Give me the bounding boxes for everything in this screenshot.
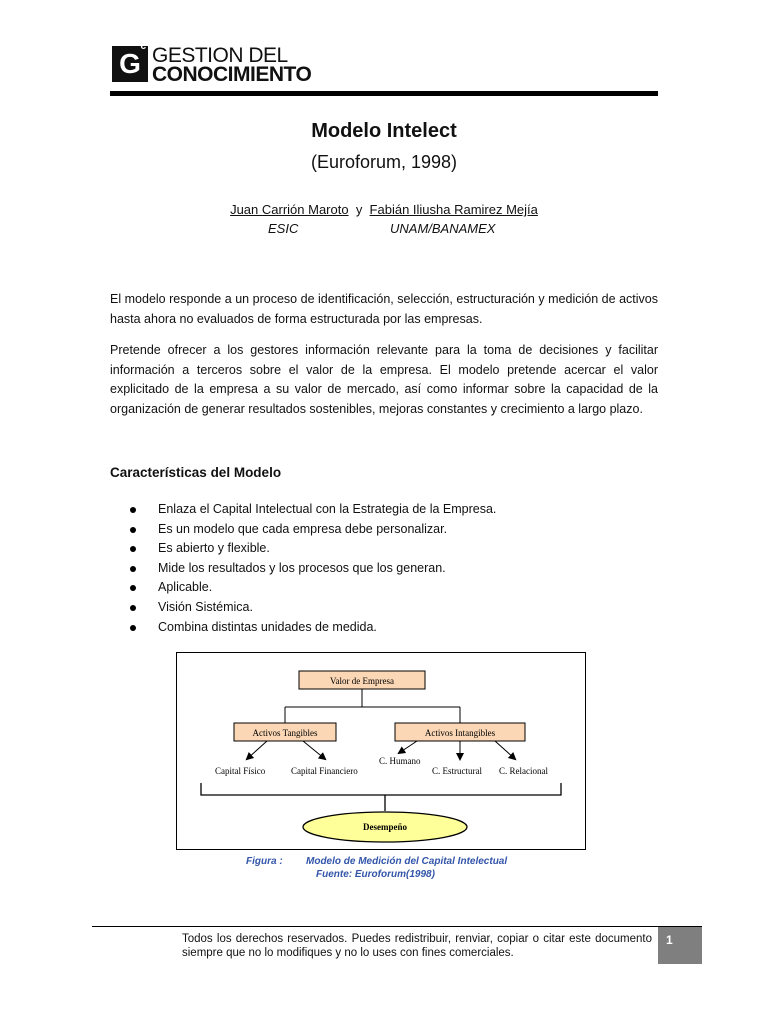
diagram-svg bbox=[177, 653, 585, 849]
list-item: Es abierto y flexible. bbox=[128, 539, 496, 559]
page-number: 1 bbox=[666, 933, 673, 947]
document-subtitle: (Euroforum, 1998) bbox=[310, 152, 458, 172]
logo bbox=[112, 41, 322, 86]
node-desempeno-label: Desempeño bbox=[363, 822, 407, 832]
figure-caption-label: Figura : bbox=[246, 856, 283, 867]
bullet-icon bbox=[130, 625, 136, 631]
bullet-icon bbox=[130, 585, 136, 591]
node-valor-empresa-label: Valor de Empresa bbox=[330, 676, 394, 686]
authors-line bbox=[0, 202, 768, 217]
list-item: Es un modelo que cada empresa debe personalizar. bbox=[128, 520, 496, 540]
leaf-c-humano: C. Humano bbox=[379, 756, 421, 766]
affiliation-1: ESIC bbox=[268, 221, 299, 236]
leaf-c-relacional: C. Relacional bbox=[499, 766, 548, 776]
figure-caption-source: Fuente: Euroforum(1998) bbox=[316, 869, 435, 880]
leaf-capital-fisico: Capital Físico bbox=[215, 766, 266, 776]
bullet-icon bbox=[130, 527, 136, 533]
node-activos-intangibles-label: Activos Intangibles bbox=[424, 728, 496, 738]
logo-text-line2: CONOCIMIENTO bbox=[152, 63, 312, 86]
footer-rule bbox=[92, 926, 702, 927]
list-item: Enlaza el Capital Intelectual con la Estrategia de la Empresa. bbox=[128, 500, 496, 520]
bullet-icon bbox=[130, 605, 136, 611]
bullet-icon bbox=[130, 546, 136, 552]
affiliation-2: UNAM/BANAMEX bbox=[390, 221, 496, 236]
list-item: Combina distintas unidades de medida. bbox=[128, 618, 496, 638]
list-item: Mide los resultados y los procesos que los generan. bbox=[128, 559, 496, 579]
page-number-box bbox=[658, 927, 702, 964]
list-item: Visión Sistémica. bbox=[128, 598, 496, 618]
bullet-icon bbox=[130, 566, 136, 572]
document-title: Modelo Intelect bbox=[311, 120, 457, 142]
author-1: Juan Carrión Maroto bbox=[230, 202, 349, 217]
figure-caption-title: Modelo de Medición del Capital Intelectual bbox=[306, 856, 508, 867]
bullet-icon bbox=[130, 507, 136, 513]
characteristics-list bbox=[128, 500, 496, 637]
paragraph-intro: El modelo responde a un proceso de identificación, selección, estructuración y medición de activos hasta ahora no evaluados de forma estructurada por las empresas. bbox=[110, 292, 658, 326]
leaf-capital-financiero: Capital Financiero bbox=[291, 766, 358, 776]
list-item: Aplicable. bbox=[128, 578, 496, 598]
author-2: Fabián Iliusha Ramirez Mejía bbox=[369, 202, 538, 217]
header-rule bbox=[110, 91, 658, 96]
section-heading: Características del Modelo bbox=[110, 465, 282, 480]
logo-text-line1: GESTION DEL bbox=[152, 44, 288, 67]
paragraph-purpose: Pretende ofrecer a los gestores información relevante para la toma de decisiones y facilitar información a terceros sobre el valor de la empresa. El modelo pretende acercar el valor explicitado de la empresa a su valor de mercado, así como informar sobre la capacidad de la organización de generar resultados sostenibles, mejoras constantes y crecimiento a largo plazo. bbox=[110, 343, 658, 416]
logo-mark: G c bbox=[112, 46, 148, 82]
author-connector: y bbox=[355, 202, 363, 217]
node-activos-tangibles-label: Activos Tangibles bbox=[252, 728, 318, 738]
leaf-c-estructural: C. Estructural bbox=[432, 766, 482, 776]
intelect-model-figure bbox=[176, 652, 586, 850]
footer-copyright: Todos los derechos reservados. Puedes redistribuir, renviar, copiar o citar este documento siempre que no lo modifiques y no lo uses con fines comerciales. bbox=[182, 933, 652, 959]
